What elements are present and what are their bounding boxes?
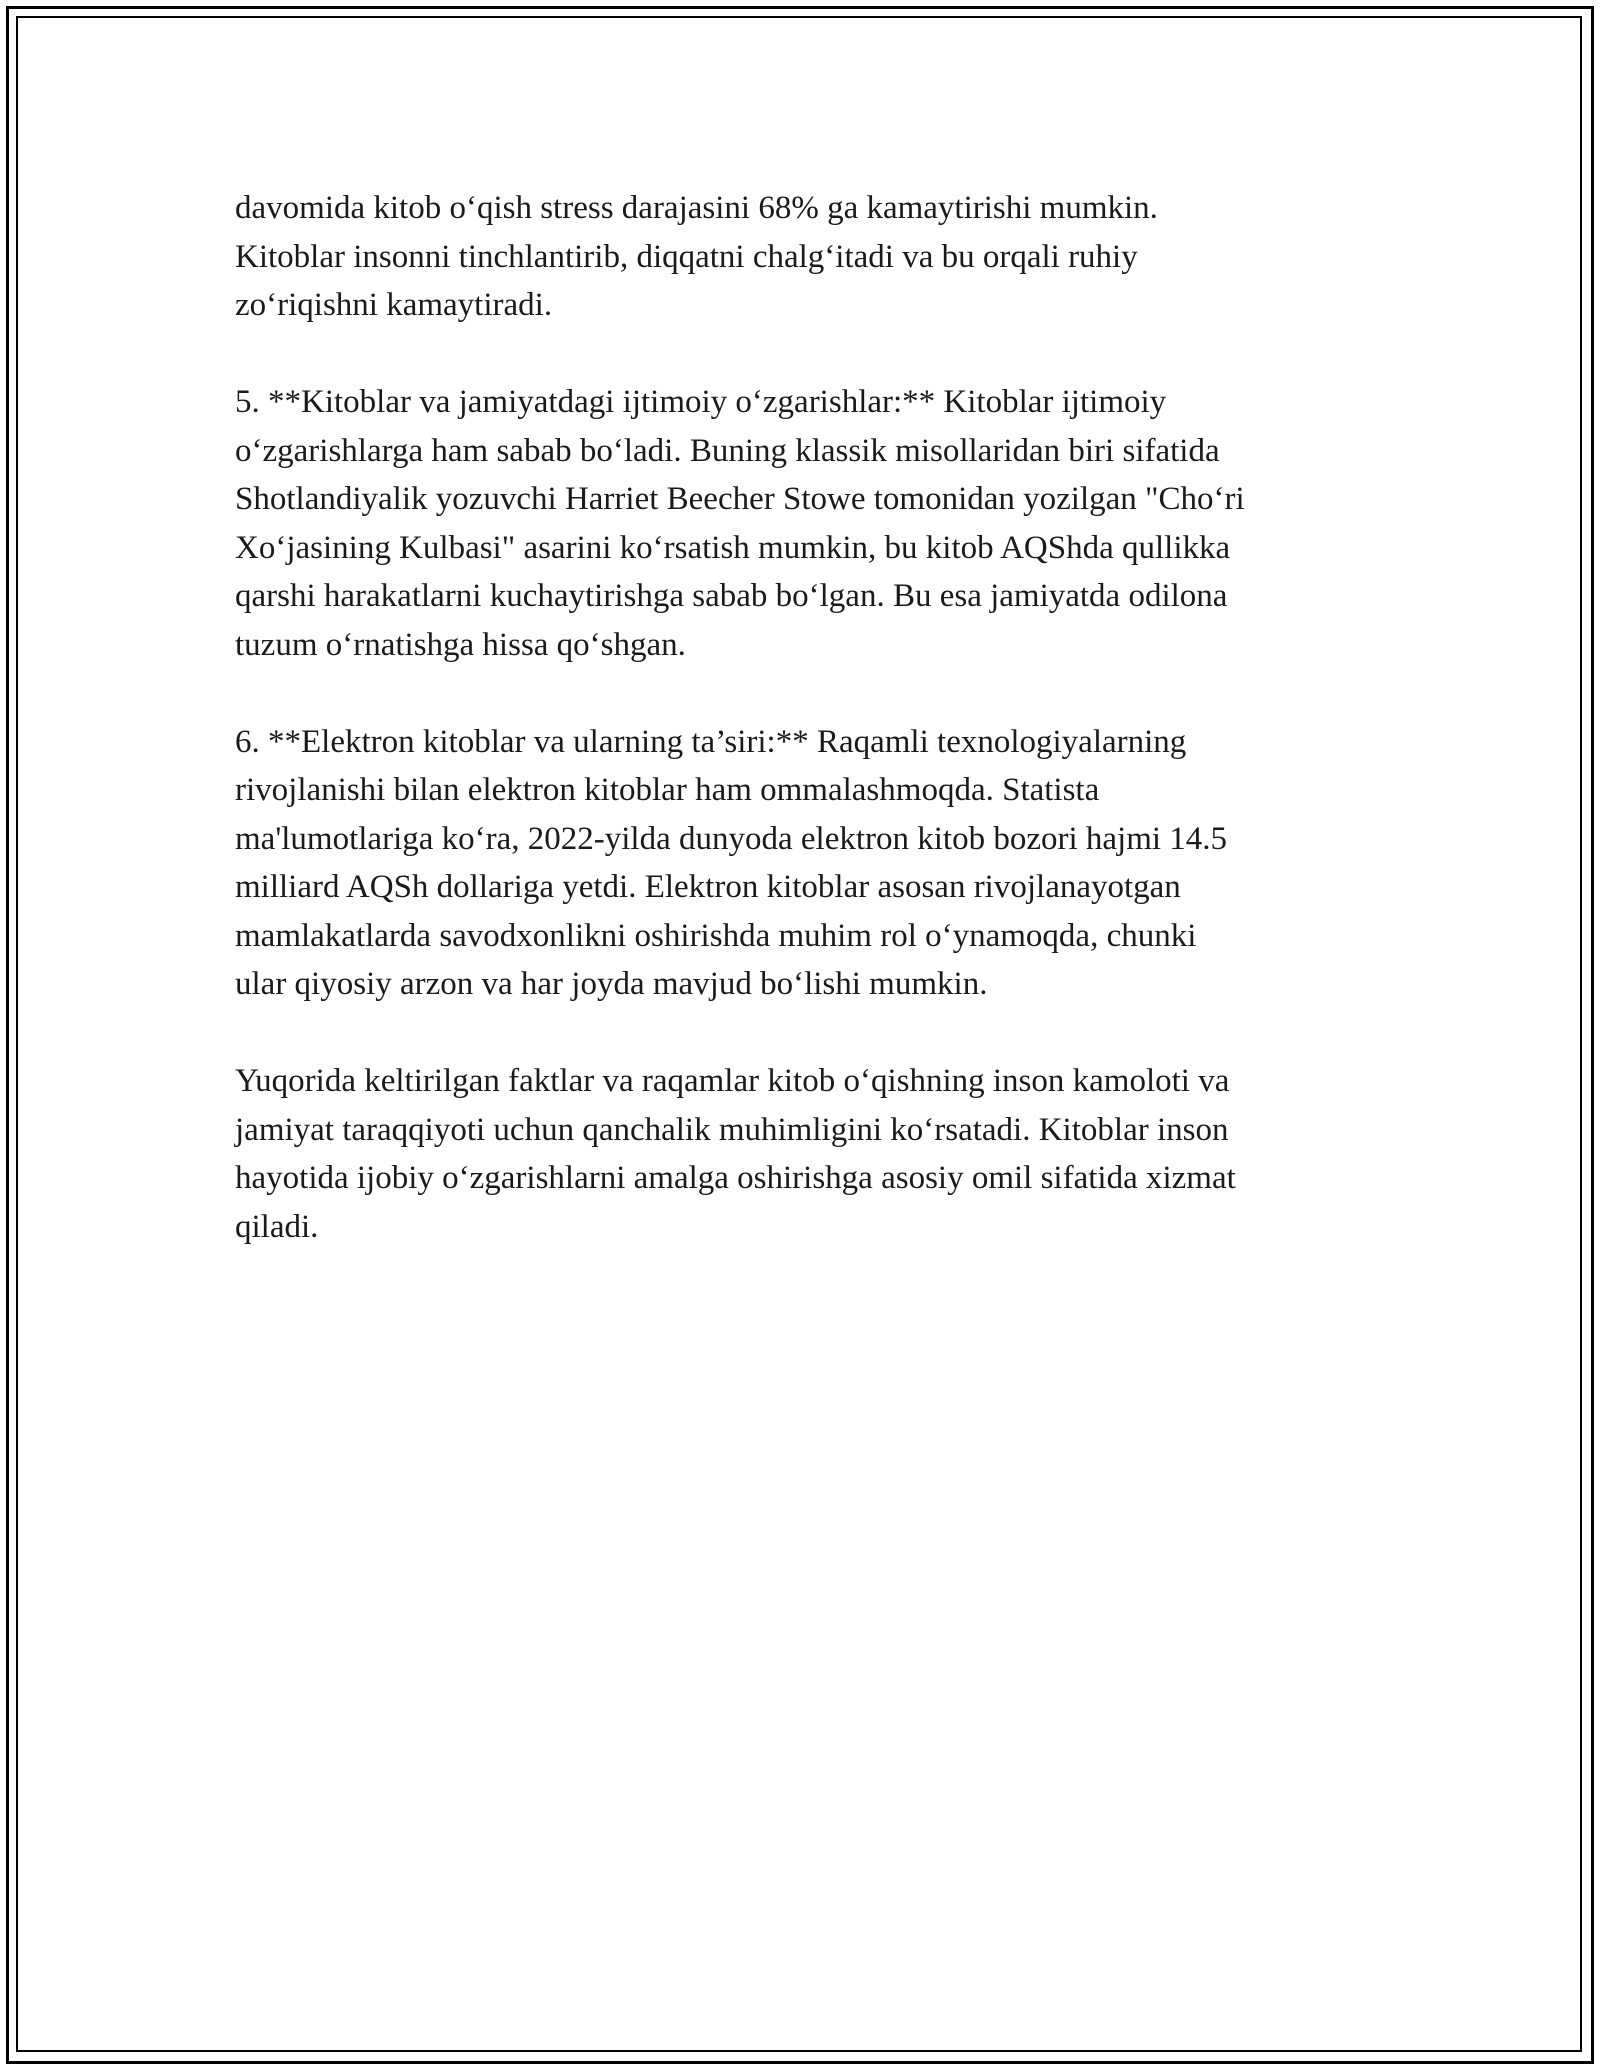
paragraph-conclusion xyxy=(235,1057,1375,1251)
document-body xyxy=(235,184,1375,1300)
text-line: qarshi harakatlarni kuchaytirishga sabab bo‘lgan. Bu esa jamiyatda odilona xyxy=(235,578,1228,614)
paragraph-item-6 xyxy=(235,718,1375,1009)
text-line: rivojlanishi bilan elektron kitoblar ham ommalashmoqda. Statista xyxy=(235,772,1100,808)
text-line: ma'lumotlariga ko‘ra, 2022-yilda dunyoda elektron kitob bozori hajmi 14.5 xyxy=(235,820,1228,857)
paragraph-item-5 xyxy=(235,378,1375,669)
text-line: Shotlandiyalik yozuvchi Harriet Beecher Stowe tomonidan yozilgan "Cho‘ri xyxy=(235,481,1245,517)
text-line: Xo‘jasining Kulbasi" asarini ko‘rsatish mumkin, bu kitob AQShda qullikka xyxy=(235,529,1231,566)
text-line: jamiyat taraqqiyoti uchun qanchalik muhimligini ko‘rsatadi. Kitoblar inson xyxy=(235,1111,1229,1148)
text-line: tuzum o‘rnatishga hissa qo‘shgan. xyxy=(235,626,686,663)
text-line: hayotida ijobiy o‘zgarishlarni amalga oshirishga asosiy omil sifatida xizmat xyxy=(235,1160,1236,1196)
text-line: zo‘riqishni kamaytiradi. xyxy=(235,287,553,323)
text-line: milliard AQSh dollariga yetdi. Elektron kitoblar asosan rivojlanayotgan xyxy=(235,869,1181,905)
text-line: Yuqorida keltirilgan faktlar va raqamlar kitob o‘qishning inson kamoloti va xyxy=(235,1063,1230,1099)
text-line: 6. **Elektron kitoblar va ularning ta’siri:** Raqamli texnologiyalarning xyxy=(235,723,1187,760)
text-line: o‘zgarishlarga ham sabab bo‘ladi. Buning klassik misollaridan biri sifatida xyxy=(235,432,1220,469)
text-line: mamlakatlarda savodxonlikni oshirishda muhim rol o‘ynamoqda, chunki xyxy=(235,917,1197,954)
text-line: Kitoblar insonni tinchlantirib, diqqatni chalg‘itadi va bu orqali ruhiy xyxy=(235,238,1138,275)
text-line: 5. **Kitoblar va jamiyatdagi ijtimoiy o‘zgarishlar:** Kitoblar ijtimoiy xyxy=(235,384,1167,420)
text-line: ular qiyosiy arzon va har joyda mavjud bo‘lishi mumkin. xyxy=(235,966,988,1002)
text-line: davomida kitob o‘qish stress darajasini 68% ga kamaytirishi mumkin. xyxy=(235,190,1158,226)
text-line: qiladi. xyxy=(235,1208,319,1245)
paragraph-stress xyxy=(235,184,1375,330)
